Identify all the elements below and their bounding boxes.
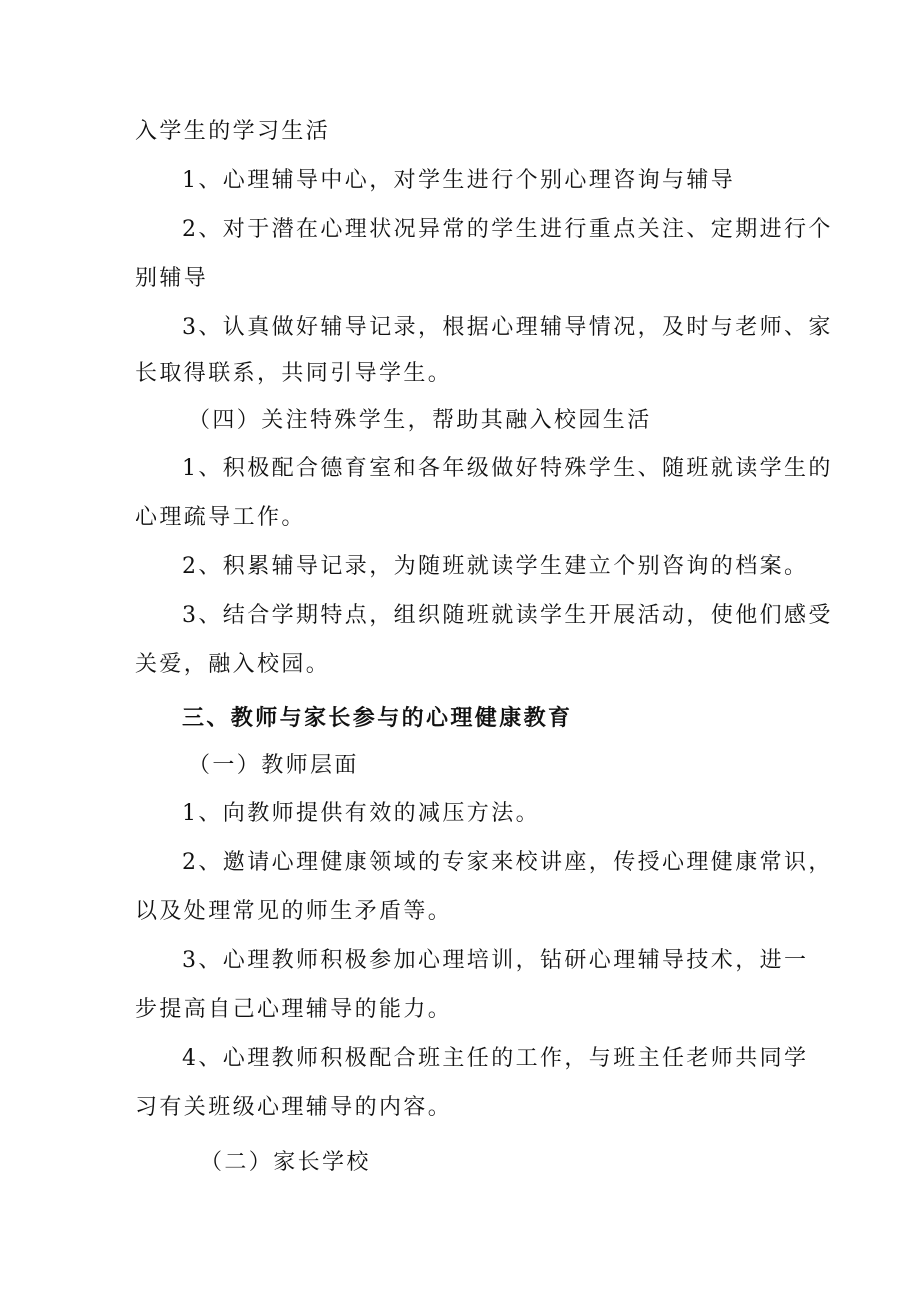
list-item-continuation: 步提高自己心理辅导的能力。 bbox=[135, 997, 453, 1022]
subsection-heading: （四）关注特殊学生，帮助其融入校园生活 bbox=[188, 408, 652, 433]
list-item-line: 1、向教师提供有效的减压方法。 bbox=[182, 801, 540, 826]
list-item-line: 2、邀请心理健康领域的专家来校讲座，传授心理健康常识， bbox=[182, 850, 833, 875]
subsection-heading: （一）教师层面 bbox=[188, 753, 359, 778]
list-item-line: 2、积累辅导记录，为随班就读学生建立个别咨询的档案。 bbox=[182, 554, 809, 579]
list-item-continuation: 关爱，融入校园。 bbox=[135, 652, 331, 677]
subsection-heading: （二）家长学校 bbox=[200, 1150, 371, 1175]
list-item-continuation: 长取得联系，共同引导学生。 bbox=[135, 361, 453, 386]
list-item-continuation: 心理疏导工作。 bbox=[135, 505, 306, 530]
list-item-continuation: 以及处理常见的师生矛盾等。 bbox=[135, 899, 453, 924]
list-item-line: 4、心理教师积极配合班主任的工作，与班主任老师共同学 bbox=[182, 1046, 809, 1071]
list-item-line: 3、心理教师积极参加心理培训，钻研心理辅导技术，进一 bbox=[182, 948, 809, 973]
list-item-line: 3、认真做好辅导记录，根据心理辅导情况，及时与老师、家 bbox=[182, 315, 833, 340]
list-item-line: 1、积极配合德育室和各年级做好特殊学生、随班就读学生的 bbox=[182, 456, 833, 481]
list-item-line: 2、对于潜在心理状况异常的学生进行重点关注、定期进行个 bbox=[182, 217, 833, 242]
paragraph-line: 入学生的学习生活 bbox=[135, 119, 331, 144]
section-heading: 三、教师与家长参与的心理健康教育 bbox=[182, 705, 573, 731]
list-item-continuation: 别辅导 bbox=[135, 266, 209, 291]
list-item-line: 3、结合学期特点，组织随班就读学生开展活动，使他们感受 bbox=[182, 603, 833, 628]
list-item-continuation: 习有关班级心理辅导的内容。 bbox=[135, 1095, 453, 1120]
list-item-line: 1、心理辅导中心，对学生进行个别心理咨询与辅导 bbox=[182, 168, 736, 193]
